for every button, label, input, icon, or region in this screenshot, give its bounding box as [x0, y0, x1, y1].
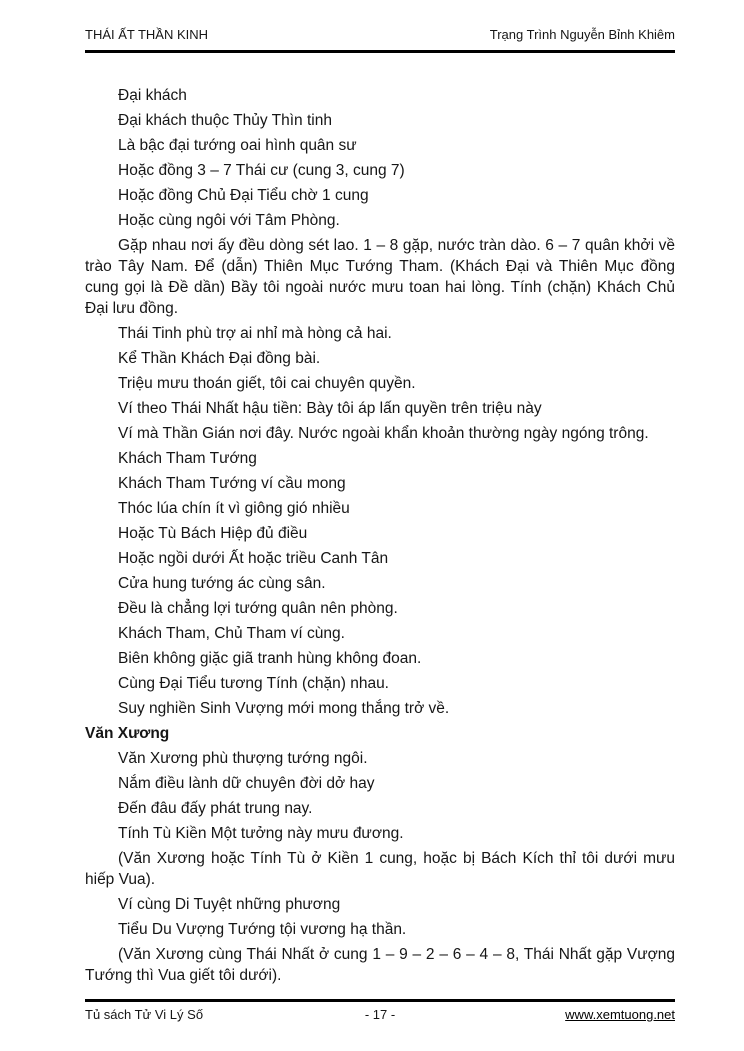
verse-line: Đại khách thuộc Thủy Thìn tinh [118, 112, 332, 129]
verse-line: Cửa hung tướng ác cùng sân. [118, 575, 326, 592]
page-header [85, 27, 675, 53]
verse-line: Hoặc ngồi dưới Ất hoặc triều Canh Tân [118, 550, 389, 567]
verse-line: Thóc lúa chín ít vì giông gió nhiều [118, 500, 350, 517]
verse-line: Đều là chẳng lợi tướng quân nên phòng. [118, 600, 398, 617]
verse-line: Hoặc đồng Chủ Đại Tiểu chờ 1 cung [118, 187, 369, 204]
verse-line: Suy nghiền Sinh Vượng mới mong thắng trở về. [118, 700, 450, 717]
section-heading: Văn Xương [85, 725, 170, 742]
verse-line: Khách Tham, Chủ Tham ví cùng. [118, 625, 345, 642]
header-author: Trạng Trình Nguyễn Bỉnh Khiêm [489, 27, 675, 42]
verse-line: Đại khách [118, 87, 187, 104]
verse-line: Tính Tù Kiền Một tưởng này mưu đương. [118, 825, 404, 842]
verse-line: Kể Thần Khách Đại đồng bài. [118, 350, 321, 367]
verse-line: Hoặc Tù Bách Hiệp đủ điều [118, 525, 308, 542]
page-footer [85, 999, 675, 1023]
verse-line: Khách Tham Tướng [118, 450, 257, 467]
header-title: THÁI ẤT THẦN KINH [85, 27, 209, 42]
verse-line: Văn Xương phù thượng tướng ngôi. [118, 750, 368, 767]
verse-line: Thái Tinh phù trợ ai nhỉ mà hòng cả hai. [118, 325, 392, 342]
verse-line: Ví theo Thái Nhất hậu tiền: Bày tôi áp lấn quyền trên triệu này [118, 400, 542, 417]
verse-line: Biên không giặc giã tranh hùng không đoan. [118, 650, 422, 667]
paragraph: Gặp nhau nơi ấy đều dòng sét lao. 1 – 8 gặp, nước tràn dào. 6 – 7 quân khởi về trào Tây Nam. Để (dẫn) Thiên Mục Tướng Tham. (Khách Đại và Thiên Mục đồng cung gọi là Đề dần) Bầy tôi ngoài nước mưu toan hai lòng. Tính (chặn) Khách Chủ Đại lưu đồng. [85, 237, 675, 317]
footer-page-number: - 17 - [364, 1007, 396, 1022]
verse-line: Khách Tham Tướng ví cầu mong [118, 475, 346, 492]
paragraph: (Văn Xương hoặc Tính Tù ở Kiền 1 cung, hoặc bị Bách Kích thỉ tôi dưới mưu hiếp Vua). [85, 850, 675, 888]
verse-line: Đến đâu đấy phát trung nay. [118, 800, 313, 817]
footer-series: Tủ sách Tử Vi Lý Số [85, 1007, 204, 1022]
verse-line: Hoặc đồng 3 – 7 Thái cư (cung 3, cung 7) [118, 162, 405, 179]
page-content [85, 85, 675, 990]
verse-line: Ví cùng Di Tuyệt những phương [118, 896, 341, 913]
verse-line: Nắm điều lành dữ chuyên đời dở hay [118, 775, 375, 792]
footer-website-link[interactable]: www.xemtuong.net [565, 1007, 676, 1022]
verse-line: Ví mà Thần Gián nơi đây. Nước ngoài khẩn khoản thường ngày ngóng trông. [118, 425, 649, 442]
verse-line: Tiểu Du Vượng Tướng tội vương hạ thần. [118, 921, 407, 938]
verse-line: Cùng Đại Tiểu tương Tính (chặn) nhau. [118, 675, 389, 692]
verse-line: Triệu mưu thoán giết, tôi cai chuyên quyền. [118, 375, 416, 392]
verse-line: Hoặc cùng ngôi với Tâm Phòng. [118, 212, 340, 229]
verse-line: Là bậc đại tướng oai hình quân sư [118, 137, 357, 154]
paragraph: (Văn Xương cùng Thái Nhất ở cung 1 – 9 – 2 – 6 – 4 – 8, Thái Nhất gặp Vượng Tướng thì Vua giết tôi dưới). [85, 946, 675, 984]
